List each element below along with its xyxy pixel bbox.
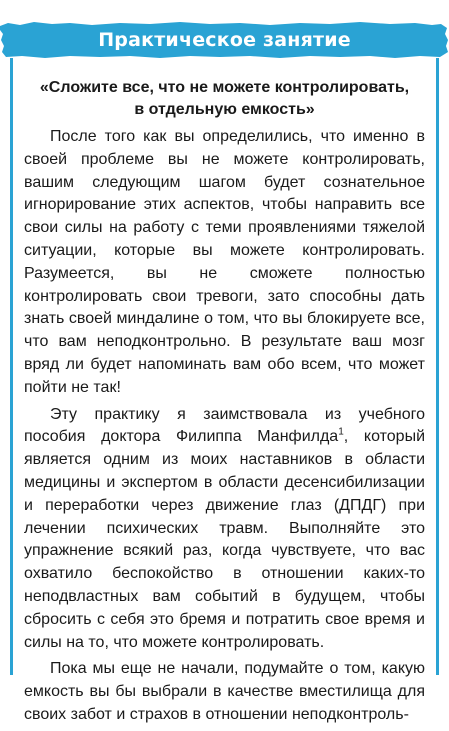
- paragraph-2-start: Эту практику я заимствовала из учебного пособия доктора Филиппа Манфилда: [24, 405, 425, 446]
- banner-title: Практическое занятие: [98, 29, 351, 51]
- footnote-marker: 1: [338, 427, 344, 439]
- heading-line-2: в отдельную емкость»: [134, 101, 315, 118]
- exercise-heading: [24, 77, 425, 121]
- frame-left-border: [10, 58, 13, 675]
- body-text: [24, 126, 425, 731]
- paragraph-2: [24, 404, 425, 655]
- paragraph-3: Пока мы еще не начали, подумайте о том, какую емкость вы бы выбрали в качестве вместилища для своих забот и страхов в отношении неподконтроль-: [24, 660, 425, 723]
- heading-line-1: «Сложите все, что не можете контролировать,: [39, 79, 410, 96]
- paragraph-1: После того как вы определились, что именно в своей проблеме вы не можете контролировать, вашим следующим шагом будет сознательное игнорирование этих аспектов, чтобы направить все свои силы на работу с теми проявлениями тяжелой ситуации, которые вы можете контролировать. Разумеется, вы не сможете полностью контролировать свои тревоги, зато способны дать знать своей миндалине о том, что вы блокируете все, что вам неподконтрольно. В результате ваш мозг вряд ли будет напоминать вам обо всем, что может пойти не так!: [24, 128, 425, 396]
- section-banner: [0, 22, 449, 58]
- frame-right-border: [436, 58, 439, 675]
- paragraph-2-end: , который является одним из моих наставников в области медицины и экспертом в области десенсибилизации и переработки через движение глаз (ДПДГ) при лечении психических травм. Выполняйте это упражнение всякий раз, когда чувствуете, что вас охватило беспокойство в отношении каких-то неподвластных вам событий в будущем, чтобы сбросить с себя это бремя и потратить свое время и силы на то, что можете контролировать.: [24, 428, 426, 651]
